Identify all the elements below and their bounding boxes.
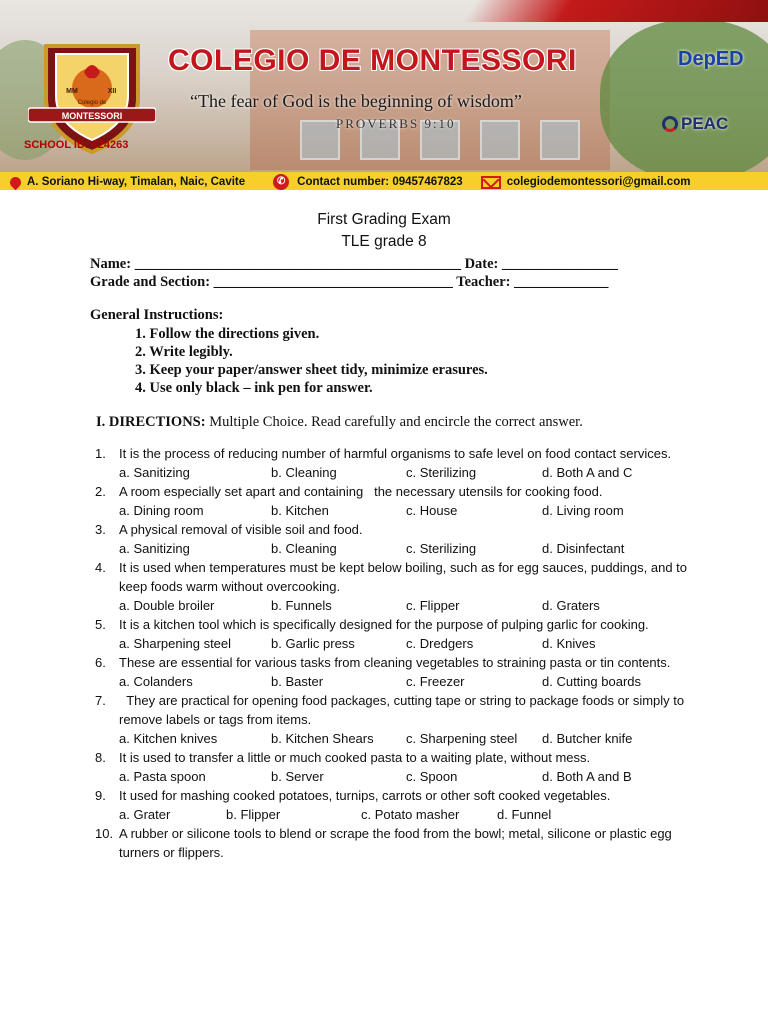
contact-number: Contact number: 09457467823	[297, 176, 463, 188]
deped-logo	[678, 48, 744, 71]
answer-option[interactable]: a. Kitchen knives	[119, 731, 218, 746]
question-item	[95, 482, 695, 520]
question-number: 6.	[95, 655, 106, 670]
exam-title: First Grading Exam	[317, 211, 451, 228]
answer-option[interactable]: c. Sterilizing	[406, 541, 477, 556]
question-number: 2.	[95, 484, 106, 499]
question-text: A rubber or silicone tools to blend or scrape the food from the bowl; metal, silicone or plastic egg turners or flippers.	[119, 826, 672, 860]
answer-option[interactable]: b. Baster	[271, 674, 324, 689]
answer-option[interactable]: a. Sanitizing	[119, 465, 190, 480]
answer-option[interactable]: b. Kitchen Shears	[271, 731, 374, 746]
question-number: 1.	[95, 446, 106, 461]
answer-option[interactable]: d. Both A and C	[542, 465, 633, 480]
name-date-line: Name: _____________________________________________ Date: ________________	[90, 256, 619, 272]
instruction-item: 4. Use only black – ink pen for answer.	[135, 380, 373, 396]
logo-top-text: MM	[66, 88, 78, 95]
answer-option[interactable]: c. Potato masher	[361, 807, 460, 822]
answer-options	[95, 463, 695, 482]
question-item	[95, 748, 695, 786]
deped-logo-text: DepED	[678, 48, 744, 70]
answer-option[interactable]: d. Butcher knife	[542, 731, 633, 746]
email-icon	[481, 176, 501, 189]
instruction-item: 3. Keep your paper/answer sheet tidy, minimize erasures.	[135, 362, 488, 378]
question-text: These are essential for various tasks from cleaning vegetables to straining pasta or tin contents.	[119, 655, 671, 670]
question-item	[95, 786, 695, 824]
question-text: It is the process of reducing number of harmful organisms to safe level on food contact services.	[119, 446, 672, 461]
question-text: A room especially set apart and containing the necessary utensils for cooking food.	[119, 484, 603, 499]
answer-option[interactable]: b. Cleaning	[271, 541, 337, 556]
question-text: They are practical for opening food packages, cutting tape or string to package foods or simply to remove labels or tags from items.	[119, 693, 688, 727]
directions	[96, 414, 583, 431]
answer-option[interactable]: c. Freezer	[406, 674, 465, 689]
school-header-banner	[0, 0, 768, 190]
answer-option[interactable]: a. Double broiler	[119, 598, 215, 613]
question-item	[95, 615, 695, 653]
question-text: A physical removal of visible soil and food.	[119, 522, 363, 537]
peac-logo	[662, 114, 728, 134]
building-window	[540, 120, 580, 160]
answer-option[interactable]: b. Cleaning	[271, 465, 337, 480]
answer-options	[95, 672, 695, 691]
school-motto: “The fear of God is the beginning of wisdom”	[190, 91, 522, 111]
answer-option[interactable]: d. Funnel	[497, 807, 552, 822]
question-item	[95, 691, 695, 748]
answer-option[interactable]: c. Sharpening steel	[406, 731, 518, 746]
logo-center-text: Colegio de	[77, 100, 107, 106]
directions-text: Multiple Choice. Read carefully and encircle the correct answer.	[205, 414, 583, 430]
school-name: COLEGIO DE MONTESSORI	[168, 44, 577, 77]
instructions-list	[135, 325, 488, 397]
answer-option[interactable]: d. Both A and B	[542, 769, 632, 784]
answer-option[interactable]: a. Sanitizing	[119, 541, 190, 556]
answer-options	[95, 634, 695, 653]
school-email: colegiodemontessori@gmail.com	[506, 176, 691, 188]
answer-option[interactable]: c. Spoon	[406, 769, 458, 784]
building-window	[480, 120, 520, 160]
answer-option[interactable]: d. Living room	[542, 503, 624, 518]
school-id: SCHOOL ID: 424263	[24, 139, 129, 151]
question-number: 9.	[95, 788, 106, 803]
directions-label: I. DIRECTIONS:	[96, 414, 206, 430]
question-number: 5.	[95, 617, 106, 632]
logo-band-text: MONTESSORI	[61, 111, 123, 121]
answer-option[interactable]: c. Dredgers	[406, 636, 474, 651]
answer-options	[95, 501, 695, 520]
question-text: It is used to transfer a little or much cooked pasta to a waiting plate, without mess.	[119, 750, 591, 765]
answer-option[interactable]: d. Disinfectant	[542, 541, 625, 556]
answer-option[interactable]: c. House	[406, 503, 458, 518]
instruction-item: 2. Write legibly.	[135, 344, 233, 360]
question-number: 7.	[95, 693, 106, 708]
question-item	[95, 520, 695, 558]
answer-option[interactable]: a. Dining room	[119, 503, 204, 518]
red-accent-stripe	[464, 0, 768, 22]
answer-option[interactable]: a. Grater	[119, 807, 171, 822]
school-address: A. Soriano Hi-way, Timalan, Naic, Cavite	[27, 176, 246, 188]
student-info-fields	[90, 255, 618, 291]
answer-option[interactable]: a. Sharpening steel	[119, 636, 232, 651]
question-list	[95, 444, 695, 862]
question-text: It used for mashing cooked potatoes, turnips, carrots or other soft cooked vegetables.	[119, 788, 611, 803]
answer-option[interactable]: a. Pasta spoon	[119, 769, 206, 784]
question-number: 4.	[95, 560, 106, 575]
question-item	[95, 558, 695, 615]
question-number: 3.	[95, 522, 106, 537]
answer-options	[95, 767, 695, 786]
answer-option[interactable]: b. Flipper	[226, 807, 281, 822]
answer-option[interactable]: d. Cutting boards	[542, 674, 642, 689]
question-number: 8.	[95, 750, 106, 765]
answer-option[interactable]: c. Flipper	[406, 598, 460, 613]
instruction-item: 1. Follow the directions given.	[135, 326, 320, 342]
answer-options	[95, 729, 695, 748]
question-text: It is a kitchen tool which is specifically designed for the purpose of pulping garlic for cooking.	[119, 617, 649, 632]
logo-side-text: XII	[107, 88, 117, 95]
answer-option[interactable]: a. Colanders	[119, 674, 193, 689]
question-item	[95, 824, 695, 862]
answer-options	[95, 596, 695, 615]
phone-icon: ✆	[273, 174, 289, 190]
question-text: It is used when temperatures must be kept below boiling, such as for egg sauces, puddings, and to keep foods warm without overcooking.	[119, 560, 688, 594]
bible-verse: PROVERBS 9:10	[336, 116, 456, 131]
answer-options	[95, 539, 695, 558]
question-number: 10.	[95, 826, 114, 841]
question-item	[95, 653, 695, 691]
answer-option[interactable]: c. Sterilizing	[406, 465, 477, 480]
answer-option[interactable]: b. Kitchen	[271, 503, 329, 518]
answer-option[interactable]: b. Funnels	[271, 598, 332, 613]
contact-bar	[0, 172, 768, 190]
answer-options	[95, 805, 695, 824]
peac-icon	[662, 116, 678, 132]
tree-right	[600, 20, 768, 180]
answer-option[interactable]: d. Knives	[542, 636, 596, 651]
location-pin-icon	[8, 174, 24, 190]
answer-option[interactable]: b. Garlic press	[271, 636, 355, 651]
section-teacher-line: Grade and Section: _________________________________ Teacher: _____________	[90, 274, 609, 290]
peac-logo-text: PEAC	[681, 114, 729, 133]
answer-option[interactable]: b. Server	[271, 769, 324, 784]
exam-subtitle: TLE grade 8	[341, 233, 427, 250]
building-window	[300, 120, 340, 160]
instructions-heading: General Instructions:	[90, 307, 224, 323]
answer-option[interactable]: d. Graters	[542, 598, 600, 613]
question-item	[95, 444, 695, 482]
